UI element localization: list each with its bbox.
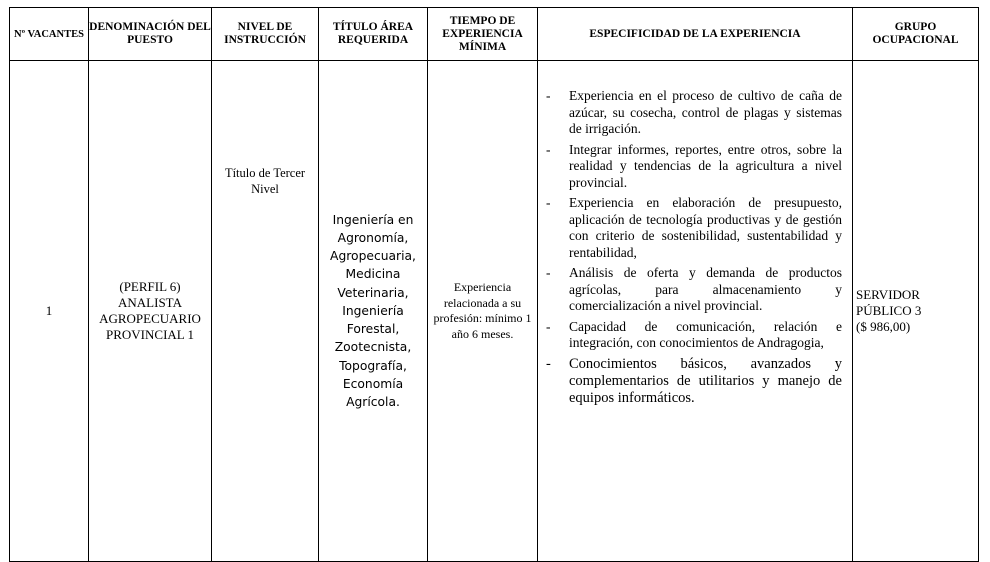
experience-text: Capacidad de comunicación, relación e integración, con conocimientos de Andragogia, [569,318,842,350]
bullet-dash: - [546,141,551,157]
grupo-line: ($ 986,00) [856,319,911,334]
area-line: Zootecnista, [334,340,412,355]
area-line: Agrícola. [346,394,400,409]
header-nivel: NIVEL DE INSTRUCCIÓN [212,8,319,61]
experience-text: Análisis de oferta y demanda de productos agrícolas, para almacenamiento y comercialización a nivel provincial. [569,265,842,313]
experience-text: Integrar informes, reportes, entre otros, sobre la realidad y tendencias de la agricultura a nivel provincial. [569,141,842,190]
tiempo-cell: Experiencia relacionada a su profesión: mínimo 1 año 6 meses. [428,61,538,562]
list-item [546,319,842,352]
header-row [10,8,979,61]
list-item [546,88,842,138]
header-titulo: TÍTULO ÁREA REQUERIDA [319,8,428,61]
area-line: Ingeniería [342,303,404,318]
area-line: Veterinaria, [337,285,409,300]
especificidad-cell [538,61,853,562]
nivel-cell: Título de Tercer Nivel [212,61,319,562]
list-item [546,142,842,192]
list-item [546,265,842,315]
perfil-label: (PERFIL 6) [119,279,181,294]
experience-text: Experiencia en elaboración de presupuesto, aplicación de tecnología productivas y de gestión con criterio de sostenibilidad, sustentabilidad y rentabilidad, [569,195,842,260]
bullet-dash: - [546,318,551,334]
experience-list [546,88,842,407]
area-line: Forestal, [346,322,400,337]
grupo-line: PÚBLICO 3 [856,303,922,318]
area-line: Topografía, [339,358,407,373]
bullet-dash: - [546,195,551,210]
header-tiempo: TIEMPO DE EXPERIENCIA MÍNIMA [428,8,538,61]
list-item [546,356,842,407]
bullet-dash: - [546,265,551,280]
header-especificidad: ESPECIFICIDAD DE LA EXPERIENCIA [538,8,853,61]
puesto-cell [89,61,212,562]
header-vacantes: Nº VACANTES [10,8,89,61]
header-grupo: GRUPO OCUPACIONAL [853,8,979,61]
vacantes-cell: 1 [10,61,89,562]
puesto-title: ANALISTA AGROPECUARIO PROVINCIAL 1 [99,295,201,342]
list-item [546,195,842,261]
experience-text: Experiencia en el proceso de cultivo de caña de azúcar, su cosecha, control de plagas y sistemas de irrigación. [569,88,842,136]
grupo-cell [853,61,979,562]
job-requirements-table [9,7,979,562]
experience-text: Conocimientos básicos, avanzados y complementarios de utilitarios y manejo de equipos informáticos. [569,355,842,406]
area-line: Agronomía, [337,231,409,246]
area-line: Medicina [345,267,401,282]
titulo-area-cell [319,61,428,562]
grupo-line: SERVIDOR [856,287,920,302]
bullet-dash: - [546,355,551,372]
header-denominacion: DENOMINACIÓN DEL PUESTO [89,8,212,61]
area-line: Ingeniería en [332,212,414,227]
area-line: Economía [342,376,404,391]
table-row [10,61,979,562]
area-line: Agropecuaria, [330,249,416,264]
bullet-dash: - [546,88,551,103]
